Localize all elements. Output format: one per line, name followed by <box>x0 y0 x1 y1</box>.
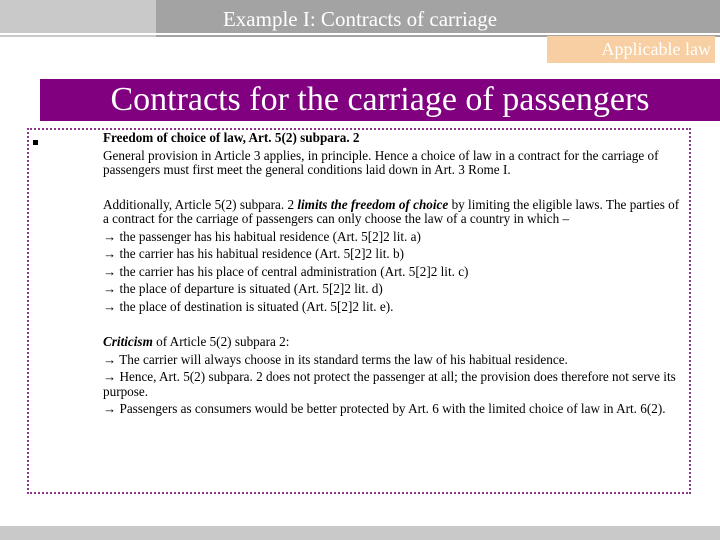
slide-body <box>103 131 685 420</box>
list-item-a: → the passenger has his habitual residence (Art. 5[2]2 lit. a) <box>103 228 421 244</box>
paragraph-limits <box>103 198 685 227</box>
slide-title: Contracts for the carriage of passengers <box>110 81 650 118</box>
list-item-d: → the place of departure is situated (Art. 5[2]2 lit. d) <box>103 281 383 296</box>
criticism-item-2: → Hence, Art. 5(2) subpara. 2 does not protect the passenger at all; the provision does therefore not serve its purpose. <box>103 369 676 399</box>
applicable-law-tag <box>547 36 715 63</box>
criticism-heading <box>103 335 685 350</box>
spacer <box>103 317 685 335</box>
criticism-label: Criticism <box>103 334 153 349</box>
paragraph-limits-emphasis: limits the freedom of choice <box>297 196 449 212</box>
body-heading: Freedom of choice of law, Art. 5(2) subpara. 2 <box>103 130 360 145</box>
list-item-e: → the place of destination is situated (Art. 5[2]2 lit. e). <box>103 298 394 314</box>
criticism-rest: of Article 5(2) subpara 2: <box>152 334 290 349</box>
paragraph-limits-start: Additionally, Article 5(2) subpara. 2 <box>103 196 298 212</box>
criticism-item-1: → The carrier will always choose in its standard terms the law of his habitual residence. <box>103 351 568 367</box>
bullet-icon <box>33 140 38 145</box>
criticism-item-3: → Passengers as consumers would be better protected by Art. 6 with the limited choice of law in Art. 6(2). <box>103 401 666 416</box>
paragraph-limits-end: by limiting the eligible laws. The parties of a contract for the carriage of passengers can only choose the law of a country in which – <box>103 196 680 226</box>
divider <box>0 33 720 35</box>
list-item-c: → the carrier has his place of central administration (Art. 5[2]2 lit. c) <box>103 263 469 279</box>
paragraph-general-provision: General provision in Article 3 applies, in principle. Hence a choice of law in a contract for the carriage of passengers must first meet the general conditions laid down in Art. 3 Rome I. <box>103 147 659 177</box>
bottom-bar <box>0 526 720 540</box>
list-item-b: → the carrier has his habitual residence (Art. 5[2]2 lit. b) <box>103 246 405 261</box>
applicable-law-label: Applicable law <box>601 39 711 59</box>
section-title: Example I: Contracts of carriage <box>222 7 498 31</box>
